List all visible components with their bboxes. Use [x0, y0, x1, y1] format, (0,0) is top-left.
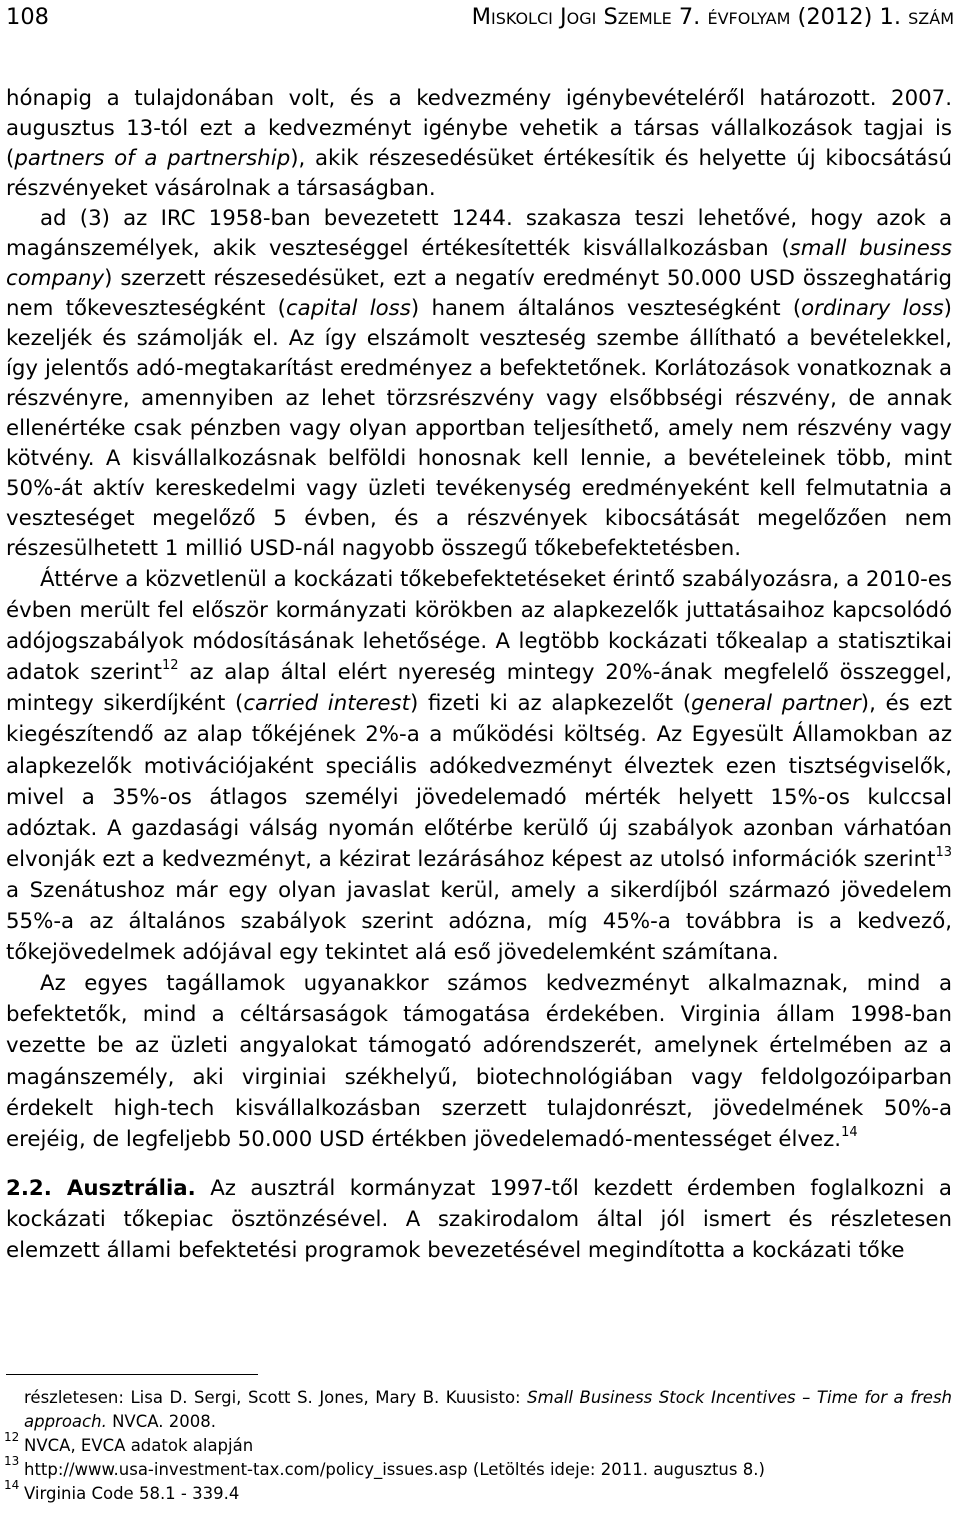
- footnotes: [6, 1386, 952, 1506]
- footnote-12: [4, 1430, 952, 1458]
- footnote-ref-12[interactable]: 12: [162, 658, 179, 674]
- page-header: [0, 0, 960, 46]
- footnote-text-12: NVCA, EVCA adatok alapján: [24, 1436, 254, 1455]
- footnote-mark-12: 12: [4, 1430, 20, 1444]
- footnote-text-14: Virginia Code 58.1 - 339.4: [24, 1484, 240, 1503]
- section-heading: 2.2. Ausztrália.: [6, 1175, 196, 1201]
- footnote-continuation: részletesen: Lisa D. Sergi, Scott S. Jones, Mary B. Kuusisto: Small Business Stock Incentives – Time for a fresh approach. NVCA. 2008.: [24, 1388, 952, 1431]
- paragraph-3: Áttérve a közvetlenül a kockázati tőkebefektetéseket érintő szabályozásra, a 2010-es évben merült fel először kormányzati körökben az alapkezelők juttatásaihoz kapcsolódó adójogszabályok módosításának lehetősége. A legtöbb kockázati tőkealap a statisztikai adatok szerint$^{12}$ az alap által elért nyereség mintegy 20%-ának megfelelő összeggel, mintegy sikerdíjként (carried interest) fizeti ki az alapkezelőt (general partner), és ezt kiegészítendő az alap tőkéjének 2%-a a működési költség. Az Egyesült Államokban az alapkezelők motivációjaként speciális adókedvezményt élveztek ezen tisztségviselők, mivel a 35%-os átlagos személyi jövedelemadó mérték helyett 15%-os kulccsal adóztak. A gazdasági válság nyomán előtérbe kerülő új szabályok azonban várhatóan elvonják ezt a kedvezményt, a kézirat lezárásához képest az utolsó információk szerint$^{13}$ a Szenátushoz már egy olyan javaslat kerül, amely a sikerdíjból származó jövedelem 55%-a az általános szabályok szerint adózna, míg 45%-a továbbra is a kedvező, tőkejövedelmek adójával egy tekintet alá eső jövedelemként számítana.: [6, 567, 952, 966]
- paragraph-2: ad (3) az IRC 1958-ban bevezetett 1244. szakasza teszi lehetővé, hogy azok a magánszemélyek, akik veszteséggel értékesítették kisvállalkozásban (small business company) szerzett részesedésüket, ezt a negatív eredményt 50.000 USD összeghatárig nem tőkeveszteségként (capital loss) hanem általános veszteségként (ordinary loss) kezeljék és számolják el. Az így elszámolt veszteség szembe állítható a bevételekkel, így jelentős adó-megtakarítást eredményez a befektetőnek. Korlátozások vonatkoznak a részvényre, amennyiben az lehet törzsrészvény vagy elsőbbségi részvény, de annak ellenértéke csak pénzben vagy olyan apportban teljesíthető, amely nem részvény vagy kötvény. A kisvállalkozásnak belföldi honosnak kell lennie, a bevételeinek több, mint 50%-át aktív kereskedelmi vagy üzleti tevékenység eredményeként kell felmutatnia a veszteséget megelőző 5 évben, és a részvények kibocsátását megelőzően nem részesülhetett 1 millió USD-nál nagyobb összegű tőkebefektetésben.: [6, 206, 952, 561]
- footnote-link-13[interactable]: http://www.usa-investment-tax.com/policy_issues.asp (Letöltés ideje: 2011. augusztus 8.): [24, 1460, 765, 1479]
- paragraph-1: hónapig a tulajdonában volt, és a kedvezmény igénybevételéről határozott. 2007. augusztus 13-tól ezt a kedvezményt igénybe vehetik a társas vállalkozások tagjai is (partners of a partnership), akik részesedésüket értékesítik és helyette új kibocsátású részvényeket vásárolnak a társaságban.: [6, 86, 952, 201]
- paragraph-4: Az egyes tagállamok ugyanakkor számos kedvezményt alkalmaznak, mind a befektetők, mind a céltársaságok támogatása érdekében. Virginia állam 1998-ban vezette be az üzleti angyalokat támogató adórendszerét, amelynek értelmében az a magánszemély, aki virginiai székhelyű, biotechnológiában vagy feldolgozóiparban érdekelt high-tech kisvállalkozásban szerzett tulajdonrészt, jövedelmének 50%-a erejéig, de legfeljebb 50.000 USD értékben jövedelemadó-mentességet élvez.$^{14}$: [6, 971, 952, 1152]
- paragraph-5: 2.2. Ausztrália. Az ausztrál kormányzat 1997-től kezdett érdemben foglalkozni a kockázati tőkepiac ösztönzésével. A szakirodalom által jól ismert és részletesen elemzett állami befektetési programok bevezetésével megindította a kockázati tőke: [6, 1175, 952, 1263]
- footnote-divider: [6, 1374, 258, 1375]
- footnote-14: [4, 1478, 952, 1506]
- footnote-13: [4, 1454, 952, 1482]
- footnote-mark-13: 13: [4, 1454, 20, 1468]
- footnote-ref-14[interactable]: 14: [841, 1124, 858, 1140]
- body-text: [6, 84, 952, 1266]
- page-number: 108: [6, 4, 49, 30]
- footnote-mark-14: 14: [4, 1478, 20, 1492]
- footnote-ref-13[interactable]: 13: [935, 844, 952, 860]
- running-title: Miskolci Jogi Szemle 7. évfolyam (2012) 1. szám: [471, 4, 954, 30]
